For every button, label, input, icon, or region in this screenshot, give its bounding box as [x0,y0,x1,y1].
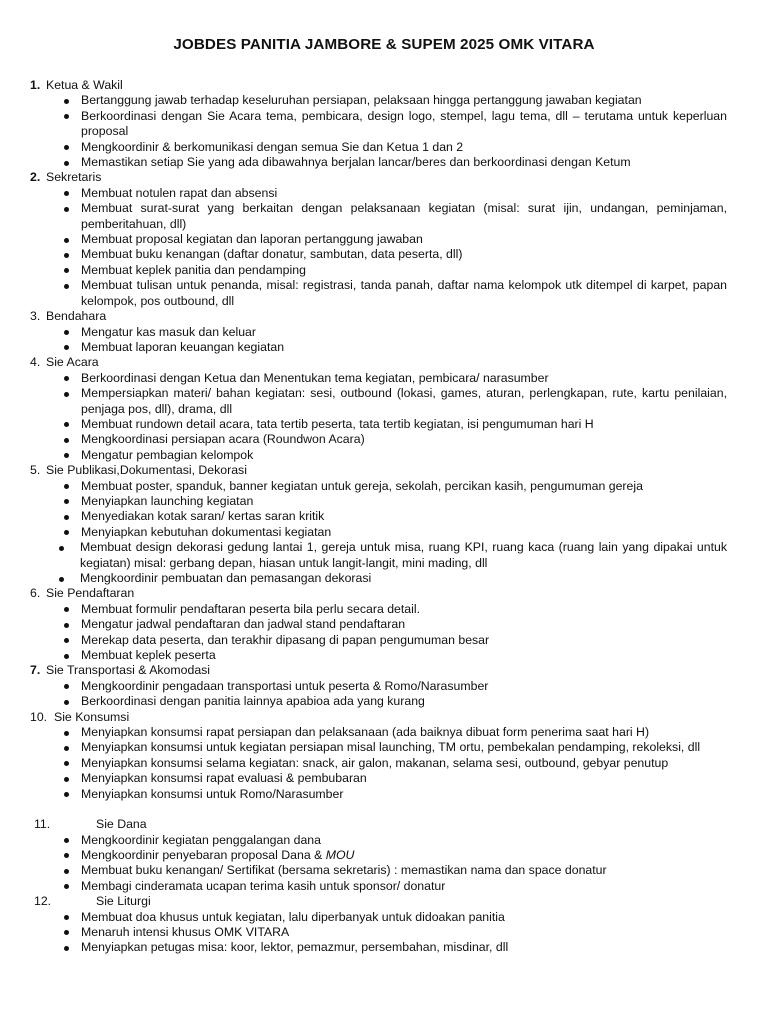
section-label: Bendahara [46,309,107,324]
section-label: Sie Transportasi & Akomodasi [46,663,211,678]
section-number: 6. [30,586,41,601]
section-items [30,371,727,463]
list-item: Menyiapkan konsumsi untuk Romo/Narasumber [30,787,727,802]
list-item: Membuat keplek panitia dan pendamping [30,263,727,278]
section-number: 4. [30,355,41,370]
list-item: Menyiapkan petugas misa: koor, lektor, pemazmur, persembahan, misdinar, dll [30,940,727,955]
list-item: Menaruh intensi khusus OMK VITARA [30,925,727,940]
section-number: 12. [34,894,52,909]
list-item: Menyiapkan konsumsi rapat evaluasi & pembubaran [30,771,727,786]
section-label: Sie Konsumsi [54,709,130,724]
section-items [30,479,727,587]
list-item: Berkoordinasi dengan Ketua dan Menentukan tema kegiatan, pembicara/ narasumber [30,371,727,386]
list-item: Menyediakan kotak saran/ kertas saran kritik [30,509,727,524]
section-sekretaris [30,170,727,309]
section-items [30,186,727,309]
list-item: Membuat buku kenangan/ Sertifikat (bersama sekretaris) : memastikan nama dan space donatur [30,863,727,878]
section-number: 10. [30,709,48,724]
list-item: Mengatur jadwal pendaftaran dan jadwal stand pendaftaran [30,617,727,632]
section-items [30,93,727,170]
list-item: Membagi cinderamata ucapan terima kasih untuk sponsor/ donatur [30,879,727,894]
list-item: Memastikan setiap Sie yang ada dibawahnya berjalan lancar/beres dan berkoordinasi dengan Ketum [30,155,727,170]
list-item: Menyiapkan kebutuhan dokumentasi kegiatan [30,525,727,540]
list-item: Membuat poster, spanduk, banner kegiatan untuk gereja, sekolah, percikan kasih, pengumuman gereja [30,479,727,494]
section-label: Ketua & Wakil [46,78,123,92]
document-body [30,78,727,956]
list-item: Membuat formulir pendaftaran peserta bila perlu secara detail. [30,602,727,617]
section-sie-publikasi [30,463,727,586]
list-item: Membuat design dekorasi gedung lantai 1, gereja untuk misa, ruang KPI, ruang kaca (ruang lain yang dipakai untuk kegiatan) misal: gerbang depan, hiasan untuk langit-langit, mini mading, dll [30,540,727,571]
document-title: JOBDES PANITIA JAMBORE & SUPEM 2025 OMK VITARA [173,36,595,53]
section-sie-konsumsi [30,710,727,802]
section-sie-transportasi [30,663,727,709]
section-sie-pendaftaran [30,586,727,663]
list-item: Mengkoordinir & berkomunikasi dengan semua Sie dan Ketua 1 dan 2 [30,140,727,155]
list-item: Menyiapkan konsumsi rapat persiapan dan pelaksanaan (ada baiknya dibuat form penerima saat hari H) [30,725,727,740]
section-label: Sie Acara [46,355,99,370]
section-number: 1. [30,78,41,92]
list-item: Membuat tulisan untuk penanda, misal: registrasi, tanda panah, daftar nama kelompok utk ditempel di karpet, papan kelompok, pos outbound, dll [30,278,727,309]
list-item: Menyiapkan konsumsi selama kegiatan: snack, air galon, makanan, selama sesi, outbound, gebyar penutup [30,756,727,771]
list-item: Bertanggung jawab terhadap keseluruhan persiapan, pelaksaan hingga pertanggung jawaban kegiatan [30,93,727,108]
section-bendahara [30,309,727,355]
section-items [30,833,727,895]
list-item: Mengatur kas masuk dan keluar [30,325,727,340]
section-items [30,679,727,710]
section-number: 3. [30,309,41,324]
list-item: Mempersiapkan materi/ bahan kegiatan: sesi, outbound (lokasi, games, aturan, perlengkapan, rute, kartu penilaian, penjaga pos, dll), drama, dll [30,386,727,417]
section-label: Sie Dana [96,817,147,832]
list-item: Membuat buku kenangan (daftar donatur, sambutan, data peserta, dll) [30,247,727,262]
section-label: Sie Liturgi [96,894,151,909]
list-item: Membuat keplek peserta [30,648,727,663]
list-item: Mengkoordinir pembuatan dan pemasangan dekorasi [30,571,727,586]
list-item-text: Mengkoordinir penyebaran proposal Dana & [81,847,323,862]
section-number: 2. [30,170,41,185]
list-item: Mengkoordinir pengadaan transportasi untuk peserta & Romo/Narasumber [30,679,727,694]
section-label: Sie Pendaftaran [46,586,135,601]
list-item: Mengkoordinir kegiatan penggalangan dana [30,833,727,848]
mou-text: MOU [325,847,355,862]
list-item: Menyiapkan launching kegiatan [30,494,727,509]
section-number: 5. [30,463,41,478]
spacer [30,802,727,817]
list-item: Berkoordinasi dengan panitia lainnya apabioa ada yang kurang [30,694,727,709]
list-item [30,848,727,863]
list-item: Merekap data peserta, dan terakhir dipasang di papan pengumuman besar [30,633,727,648]
list-item: Membuat notulen rapat dan absensi [30,186,727,201]
section-items [30,602,727,664]
section-items [30,725,727,802]
list-item: Membuat doa khusus untuk kegiatan, lalu diperbanyak untuk didoakan panitia [30,910,727,925]
list-item: Membuat surat-surat yang berkaitan dengan pelaksanaan kegiatan (misal: surat ijin, undangan, peminjaman, pemberitahuan, dll) [30,201,727,232]
list-item: Mengkoordinasi persiapan acara (Roundwon Acara) [30,432,727,447]
section-number: 7. [30,663,41,678]
section-label: Sekretaris [46,170,102,185]
section-number: 11. [34,817,51,832]
section-items [30,325,727,356]
list-item: Membuat rundown detail acara, tata tertib peserta, tata tertib kegiatan, isi pengumuman hari H [30,417,727,432]
list-item: Berkoordinasi dengan Sie Acara tema, pembicara, design logo, stempel, lagu tema, dll – terutama untuk keperluan proposal [30,109,727,140]
section-label: Sie Publikasi,Dokumentasi, Dekorasi [46,463,247,478]
section-sie-acara [30,355,727,463]
list-item: Mengatur pembagian kelompok [30,448,727,463]
section-ketua-wakil [30,78,727,170]
section-items [30,910,727,956]
section-sie-dana [30,817,727,894]
list-item: Membuat proposal kegiatan dan laporan pertanggung jawaban [30,232,727,247]
section-sie-liturgi [30,894,727,956]
list-item: Membuat laporan keuangan kegiatan [30,340,727,355]
list-item: Menyiapkan konsumsi untuk kegiatan persiapan misal launching, TM ortu, pembekalan pendamping, rekoleksi, dll [30,740,727,755]
